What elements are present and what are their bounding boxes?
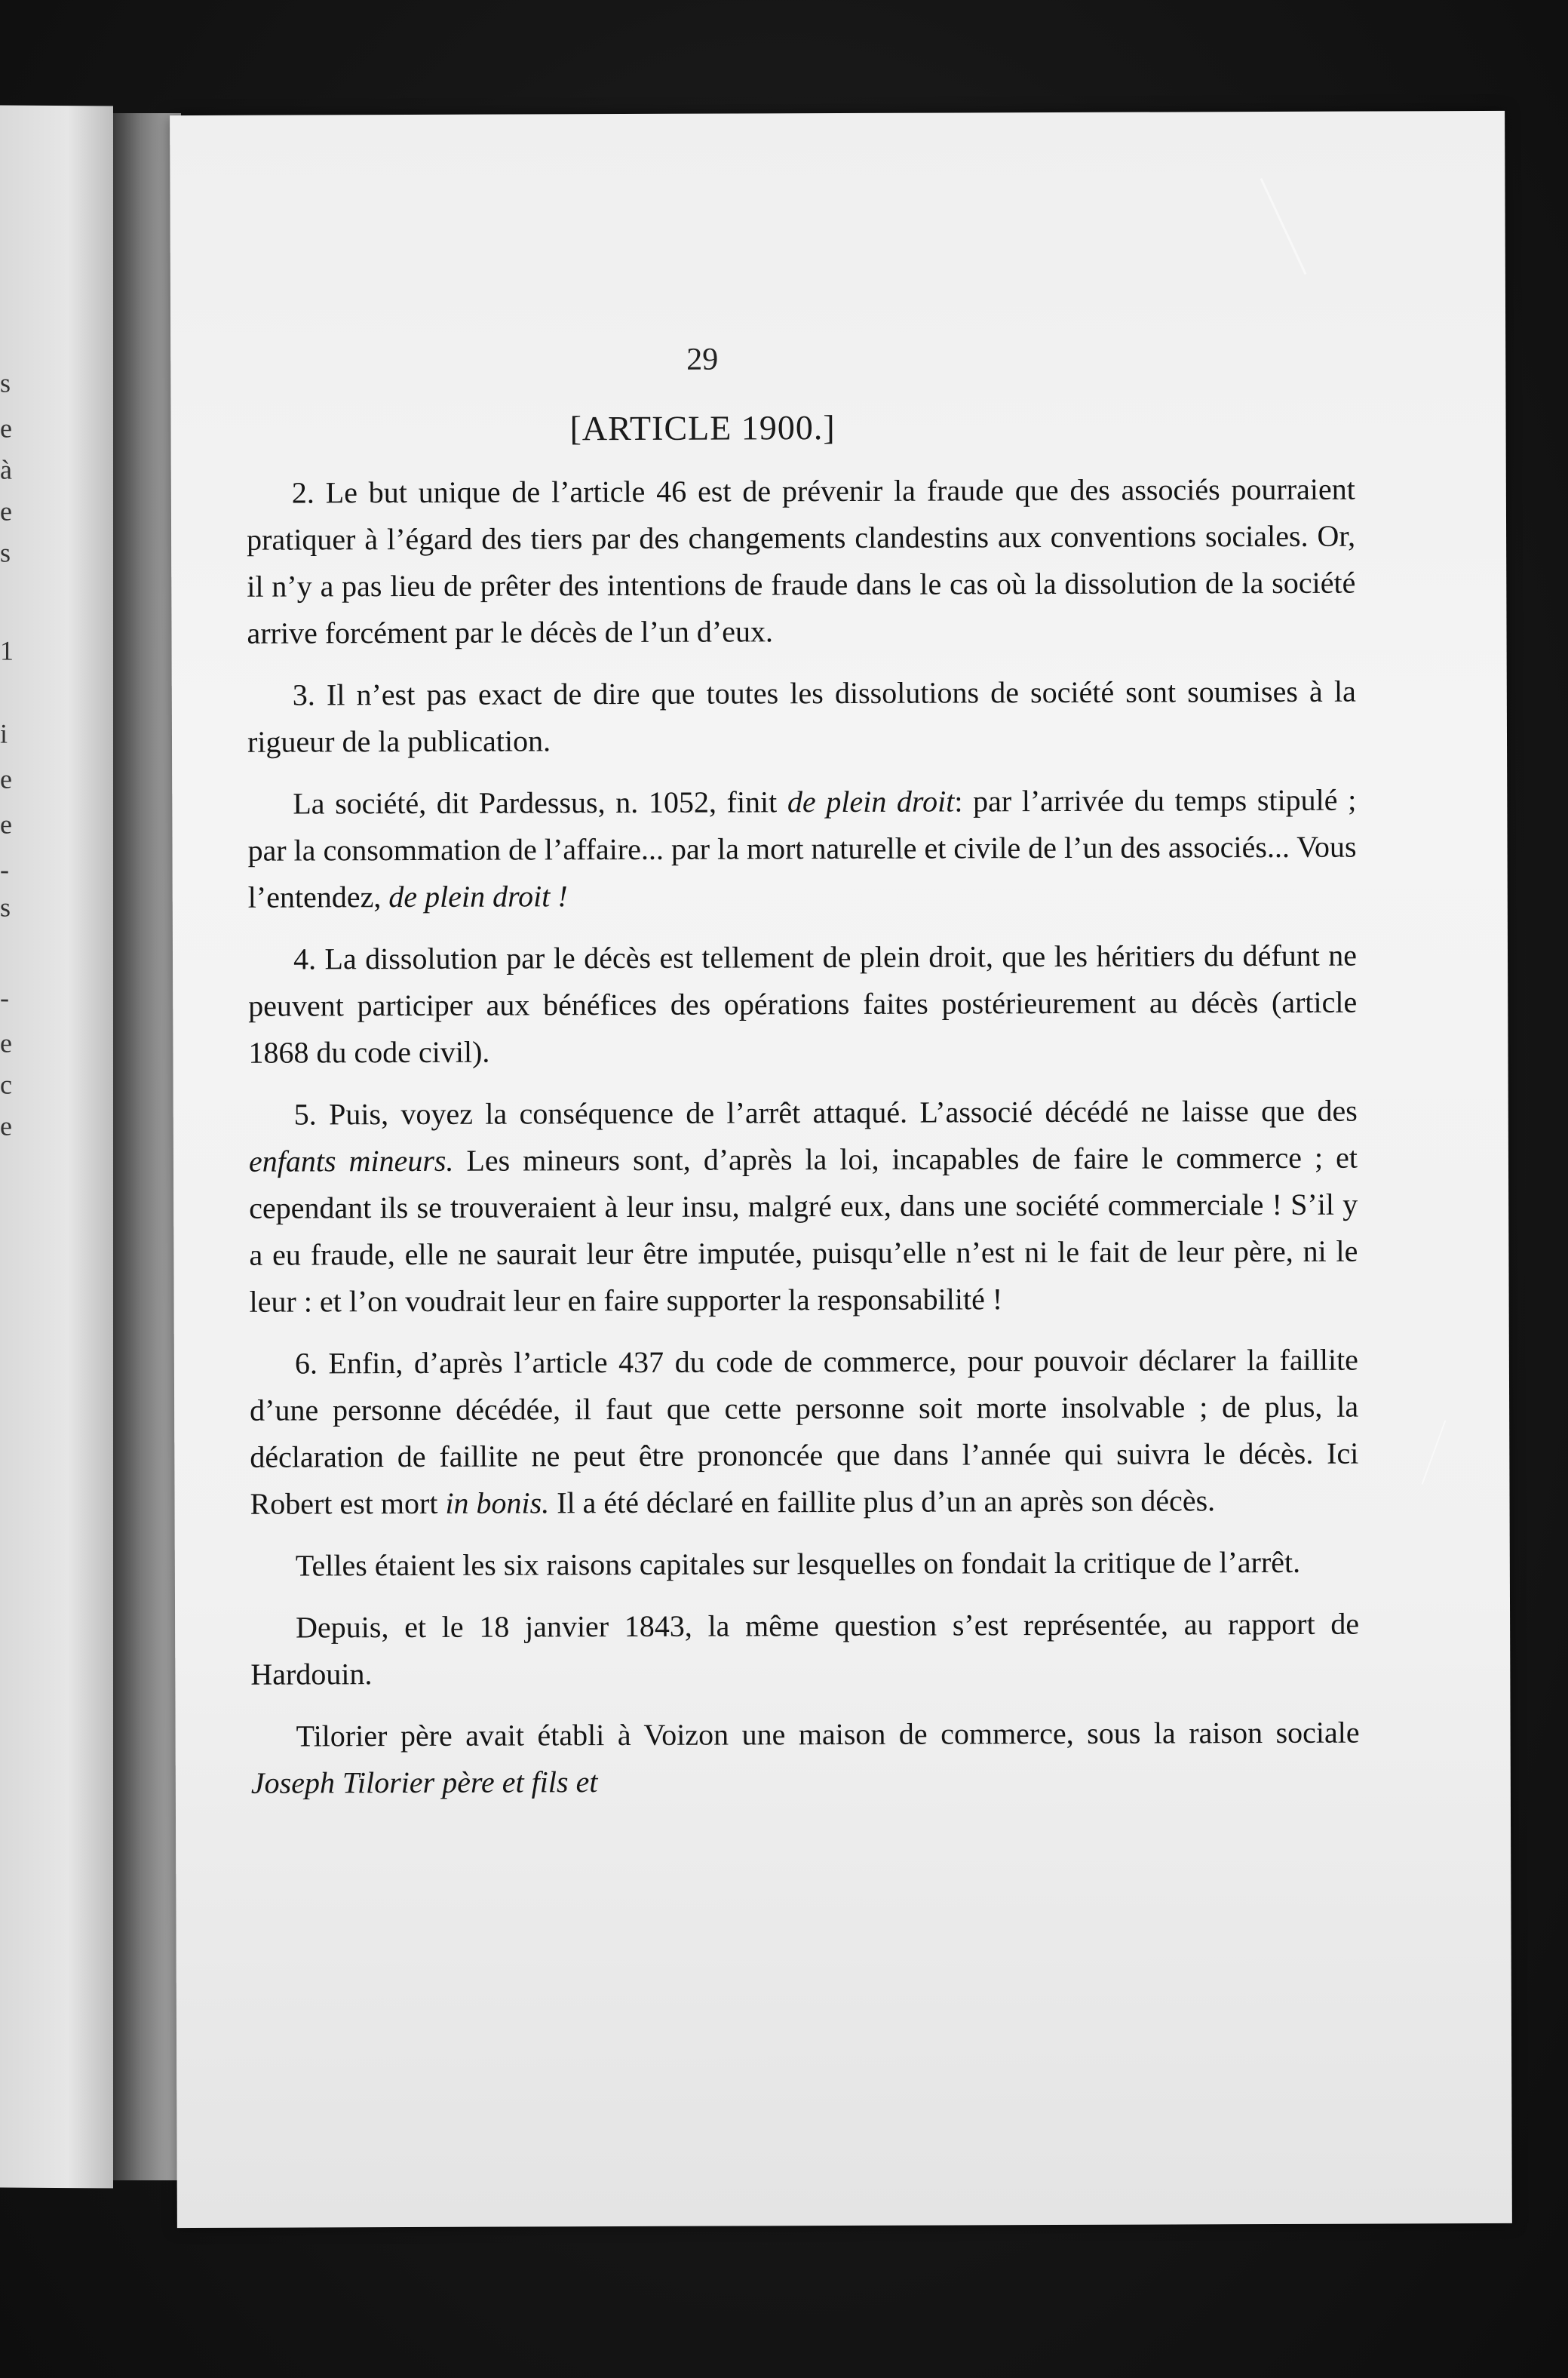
margin-char: s xyxy=(0,537,11,568)
paragraph xyxy=(250,1601,1359,1698)
text-run: Les mineurs sont, d’après la loi, incapables de faire le commerce ; et cependant ils se trouveraient à leur insu, malgré eux, dans une société commerciale ! S’il y a eu fraude, elle ne saurait leur être imputée, puisqu’elle n’est ni le fait de leur père, ni le leur : et l’on voudrait leur en faire supporter la responsabilité ! xyxy=(249,1140,1358,1319)
text-run: 3. Il n’est pas exact de dire que toutes les dissolutions de société sont soumises à la rigueur de la publication. xyxy=(247,674,1356,759)
text-run: Tilorier père avait établi à Voizon une maison de commerce, sous la raison sociale xyxy=(296,1715,1360,1753)
italic-text: de plein droit xyxy=(787,784,955,819)
paragraph xyxy=(249,1088,1358,1326)
paragraph xyxy=(251,1710,1360,1807)
paragraph xyxy=(247,668,1356,766)
italic-text: in bonis. xyxy=(445,1485,550,1520)
text-run: 6. Enfin, d’après l’article 437 du code de commerce, pour pouvoir déclarer la faillite d’une personne décédée, il faut que cette personne soit morte insolvable ; de plus, la déclaration de faillite ne peut être prononcée que dans l’année qui suivra le décès. Ici Robert est mort xyxy=(250,1342,1359,1521)
left-page-margin-text xyxy=(0,105,23,2187)
margin-char: c xyxy=(0,1069,12,1100)
margin-char: - xyxy=(0,854,9,885)
paragraph xyxy=(250,1337,1359,1528)
italic-text: enfants mineurs. xyxy=(248,1143,454,1178)
text-run: 5. Puis, voyez la conséquence de l’arrêt attaqué. L’associé décédé ne laisse que des xyxy=(293,1093,1358,1132)
text-run: Depuis, et le 18 janvier 1843, la même question s’est représentée, au rapport de Hardouin. xyxy=(250,1606,1360,1691)
margin-char: à xyxy=(0,454,12,485)
margin-char: i xyxy=(0,718,8,749)
italic-text: de plein droit ! xyxy=(388,879,568,914)
margin-char: e xyxy=(0,1028,12,1058)
paragraph xyxy=(247,777,1357,921)
text-run: La société, dit Pardessus, n. 1052, finit xyxy=(293,785,787,821)
text-run: 4. La dissolution par le décès est tellement de plein droit, que les héritiers du défunt ne peuvent participer aux bénéfices des opérations faites postérieurement au décès (article 1868 du code civil). xyxy=(248,938,1358,1070)
page-number: 29 xyxy=(686,342,719,377)
page-heading: [ARTICLE 1900.] xyxy=(569,408,836,448)
margin-char: - xyxy=(0,982,9,1013)
body-text xyxy=(247,466,1360,1822)
italic-text: Joseph Tilorier père et fils et xyxy=(250,1765,598,1800)
text-run: Il a été déclaré en faillite plus d’un an après son décès. xyxy=(549,1483,1216,1520)
paragraph xyxy=(248,932,1358,1077)
margin-char: s xyxy=(0,892,11,923)
margin-char: e xyxy=(0,413,12,444)
text-run: 2. Le but unique de l’article 46 est de prévenir la fraude que des associés pourraient pratiquer à l’égard des tiers par des changements clandestins aux conventions sociales. Or, il n’y a pas lieu de prêter des intentions de fraude dans le cas où la dissolution de la société arrive forcément par le décès de l’un d’eux. xyxy=(247,472,1356,650)
paragraph xyxy=(247,466,1356,657)
margin-char: e xyxy=(0,809,12,840)
margin-char: 1 xyxy=(0,635,14,666)
margin-char: e xyxy=(0,763,12,794)
margin-char: s xyxy=(0,367,11,398)
text-run: Telles étaient les six raisons capitales sur lesquelles on fondait la critique de l’arrêt. xyxy=(295,1544,1301,1583)
book-page xyxy=(170,111,1512,2228)
paragraph xyxy=(250,1539,1359,1590)
margin-char: e xyxy=(0,496,12,527)
margin-char: e xyxy=(0,1111,12,1141)
text-run: : par l’arrivée du temps stipulé ; par la consommation de l’affaire... par la mort naturelle et civile de l’un des associés... Vous l’entendez, xyxy=(247,782,1357,914)
left-page-edge xyxy=(0,105,113,2188)
